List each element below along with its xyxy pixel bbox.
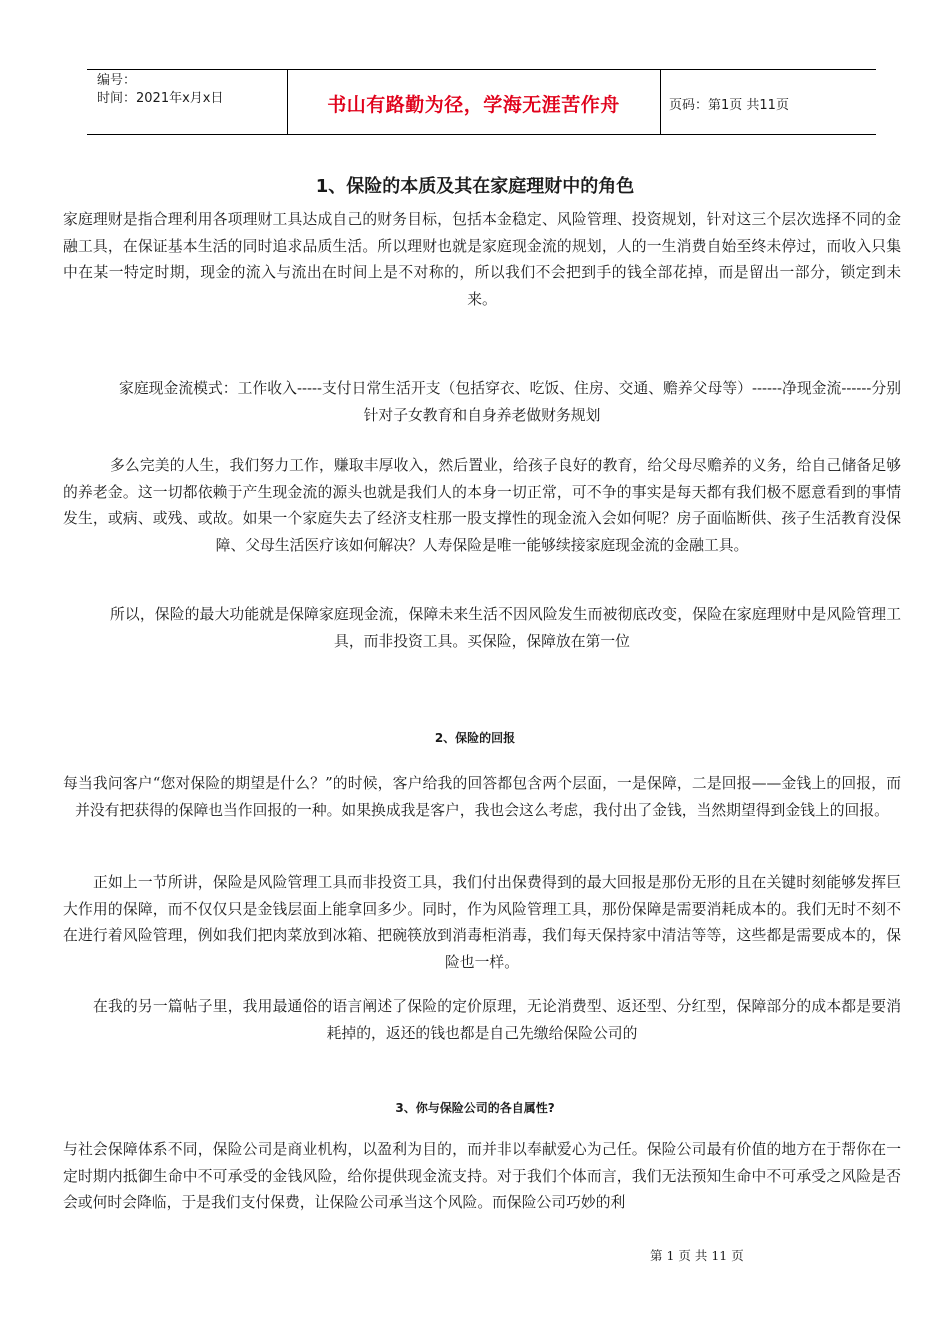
page-header	[87, 69, 876, 135]
paragraph: 在我的另一篇帖子里，我用最通俗的语言阐述了保险的定价原理，无论消费型、返还型、分红型，保障部分的成本都是要消耗掉的，返还的钱也都是自己先缴给保险公司的	[93, 998, 901, 1042]
paragraph: 与社会保障体系不同，保险公司是商业机构，以盈利为目的，而并非以奉献爱心为己任。保险公司最有价值的地方在于帮你在一定时期内抵御生命中不可承受的金钱风险，给你提供现金流支持。对于我们个体而言，我们无法预知生命中不可承受之风险是否会或何时会降临，于是我们支付保费，让保险公司承当这个风险。而保险公司巧妙的利	[63, 1141, 901, 1211]
header-divider	[660, 70, 661, 134]
number-label: 编号：	[97, 73, 137, 88]
header-motto: 书山有路勤为径，学海无涯苦作舟	[327, 94, 620, 116]
paragraph: 家庭理财是指合理利用各项理财工具达成自己的财务目标，包括本金稳定、风险管理、投资规划，针对这三个层次选择不同的金融工具，在保证基本生活的同时追求品质生活。所以理财也就是家庭现金流的规划，人的一生消费自始至终未停过，而收入只集中在某一特定时期，现金的流入与流出在时间上是不对称的，所以我们不会把到手的钱全部花掉，而是留出一部分，锁定到未来。	[63, 211, 901, 308]
time-label: 时间：2021年x月x日	[97, 91, 224, 106]
header-page-info: 页码：第1页 共11页	[669, 98, 789, 113]
section-title: 3、你与保险公司的各自属性?	[395, 1101, 555, 1115]
section-title: 1、保险的本质及其在家庭理财中的角色	[315, 176, 635, 197]
section-title: 2、保险的回报	[434, 731, 516, 745]
paragraph: 正如上一节所讲，保险是风险管理工具而非投资工具，我们付出保费得到的最大回报是那份无形的且在关键时刻能够发挥巨大作用的保障，而不仅仅只是金钱层面上能拿回多少。同时，作为风险管理工具，那份保障是需要消耗成本的。我们无时不刻不在进行着风险管理，例如我们把肉菜放到冰箱、把碗筷放到消毒柜消毒，我们每天保持家中清洁等等，这些都是需要成本的，保险也一样。	[63, 874, 901, 971]
page-footer: 第 1 页 共 11 页	[650, 1248, 744, 1263]
paragraph: 家庭现金流模式：工作收入-----支付日常生活开支（包括穿衣、吃饭、住房、交通、赡养父母等）------净现金流------分别针对子女教育和自身养老做财务规划	[119, 380, 901, 424]
paragraph: 每当我问客户“您对保险的期望是什么？”的时候，客户给我的回答都包含两个层面，一是保障，二是回报——金钱上的回报，而并没有把获得的保障也当作回报的一种。如果换成我是客户，我也会这么考虑，我付出了金钱，当然期望得到金钱上的回报。	[63, 775, 901, 819]
header-meta	[97, 72, 223, 108]
paragraph: 所以，保险的最大功能就是保障家庭现金流，保障未来生活不因风险发生而被彻底改变，保险在家庭理财中是风险管理工具，而非投资工具。买保险，保障放在第一位	[110, 606, 901, 650]
paragraph: 多么完美的人生，我们努力工作，赚取丰厚收入，然后置业，给孩子良好的教育，给父母尽赡养的义务，给自己储备足够的养老金。这一切都依赖于产生现金流的源头也就是我们人的本身一切正常，可不争的事实是每天都有我们极不愿意看到的事情发生，或病、或残、或故。如果一个家庭失去了经济支柱那一股支撑性的现金流入会如何呢？房子面临断供、孩子生活教育没保障、父母生活医疗该如何解决？人寿保险是唯一能够续接家庭现金流的金融工具。	[63, 457, 901, 554]
